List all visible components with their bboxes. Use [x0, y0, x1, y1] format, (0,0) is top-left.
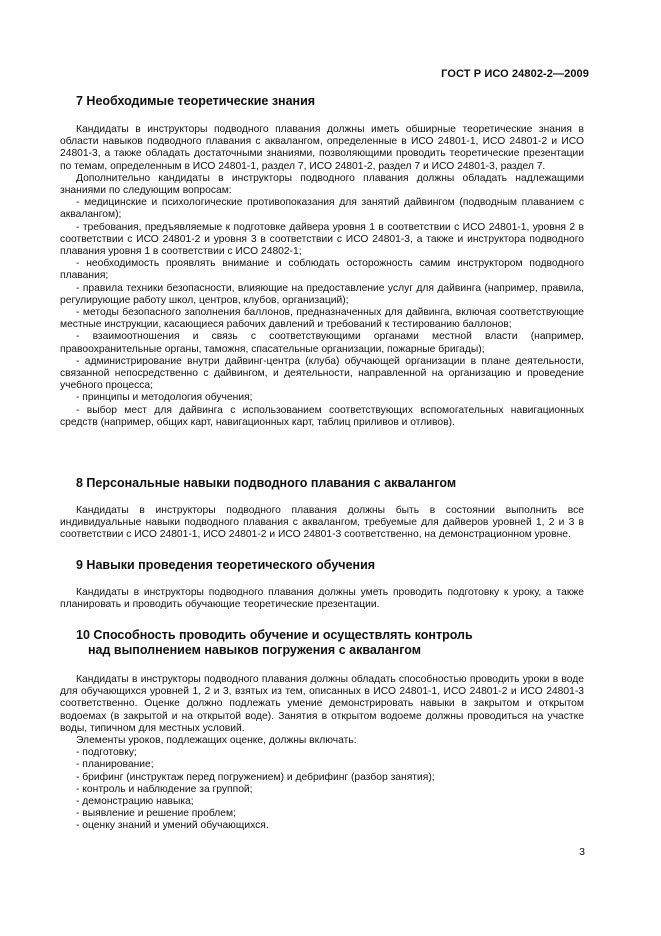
section-9-title: 9 Навыки проведения теоретического обучения — [76, 558, 376, 572]
list-item: - демонстрацию навыка; — [76, 796, 194, 808]
list-item: - правила техники безопасности, влияющие на предоставление услуг для дайвинга (например, правила, регулирующие работу школ, центров, клубов, организаций); — [60, 282, 584, 306]
document-header: ГОСТ Р ИСО 24802-2—2009 — [441, 68, 589, 80]
list-item: - подготовку; — [76, 747, 137, 759]
section-9-paragraph: Кандидаты в инструкторы подводного плавания должны уметь проводить подготовку к уроку, а также планировать и проводить обучающие теоретические презентации. — [60, 587, 584, 611]
section-10-title-line2: над выполнением навыков погружения с аквалангом — [88, 643, 421, 657]
section-7-title: 7 Необходимые теоретические знания — [76, 94, 316, 108]
list-item: - необходимость проявлять внимание и соблюдать осторожность самим инструктором подводного плавания; — [60, 258, 584, 282]
section-8-body — [60, 505, 584, 542]
list-item: - принципы и методология обучения; — [76, 392, 253, 404]
section-7-body — [60, 124, 584, 429]
section-10-paragraph: Кандидаты в инструкторы подводного плавания должны обладать способностью проводить уроки в воде для обучающихся уровней 1, 2 и 3, взятых из тем, описанных в ИСО 24801-1, ИСО 24801-2 и ИСО 24801-3 соответственно. Оценке должно подлежать умение демонстрировать навыки в закрытом и открытом водоемах (в закрытой и на открытой воде). Занятия в открытом водоеме должны проводиться на участке воды, типичном для местных условий. — [60, 674, 584, 734]
section-10-title — [60, 628, 584, 658]
list-item: - администрирование внутри дайвинг-центра (клуба) обучающей организации в плане деятельности, связанной непосредственно с дайвингом, и деятельности, направленной на организацию и проведение учебного процесса; — [60, 355, 584, 392]
section-7-paragraph: Кандидаты в инструкторы подводного плавания должны иметь обширные теоретические знания в области навыков подводного плавания с аквалангом, определенные в ИСО 24801-1, ИСО 24801-2 и ИСО 24801-3, а также обладать достаточными знаниями, позволяющими проводить теоретические презентации по темам, определенным в ИСО 24801-1, раздел 7, ИСО 24801-2, раздел 7 и ИСО 24801-3, раздел 7. — [60, 124, 584, 172]
section-9-body — [60, 587, 584, 611]
section-8-paragraph: Кандидаты в инструкторы подводного плавания должны быть в состоянии выполнить все индивидуальные навыки подводного плавания с аквалангом, требуемые для дайверов уровней 1, 2 и 3 в соответствии с ИСО 24801-1, ИСО 24801-2 и ИСО 24801-3 соответственно, на демонстрационном уровне. — [60, 505, 584, 541]
section-10-title-line1: 10 Способность проводить обучение и осуществлять контроль — [76, 628, 473, 642]
section-10-body — [60, 674, 584, 833]
list-item: - контроль и наблюдение за группой; — [76, 783, 253, 795]
page-number: 3 — [579, 846, 585, 858]
section-8-title: 8 Персональные навыки подводного плавания с аквалангом — [76, 476, 457, 490]
list-item: - оценку знаний и умений обучающихся. — [76, 820, 269, 832]
list-item: - выявление и решение проблем; — [76, 808, 236, 820]
list-item: - брифинг (инструктаж перед погружением) и дебрифинг (разбор занятия); — [76, 771, 435, 783]
list-item: - взаимоотношения и связь с соответствующими органами местной власти (например, правоохранительные органы, таможня, спасательные организации, пожарные бригады); — [60, 331, 584, 355]
section-7-paragraph: Дополнительно кандидаты в инструкторы подводного плавания должны обладать надлежащими знаниями по следующим вопросам: — [60, 172, 584, 197]
list-item: - требования, предъявляемые к подготовке дайвера уровня 1 в соответствии с ИСО 24801-1, уровня 2 в соответствии с ИСО 24801-2 и уровня 3 в соответствии с ИСО 24801-3, а также и инструктора подводного плавания уровня 1 в соответствии с ИСО 24802-1; — [60, 221, 584, 258]
section-10-paragraph: Элементы уроков, подлежащих оценке, должны включать: — [76, 735, 357, 747]
list-item: - планирование; — [76, 759, 154, 771]
list-item: - методы безопасного заполнения баллонов, предназначенных для дайвинга, включая соответствующие местные инструкции, касающиеся рабочих давлений и требований к тестированию баллонов; — [60, 307, 584, 331]
list-item: - выбор мест для дайвинга с использованием соответствующих вспомогательных навигационных средств (например, общих карт, навигационных карт, таблиц приливов и отливов). — [60, 404, 584, 428]
list-item: - медицинские и психологические противопоказания для занятий дайвингом (подводным плаванием с аквалангом); — [60, 197, 584, 221]
